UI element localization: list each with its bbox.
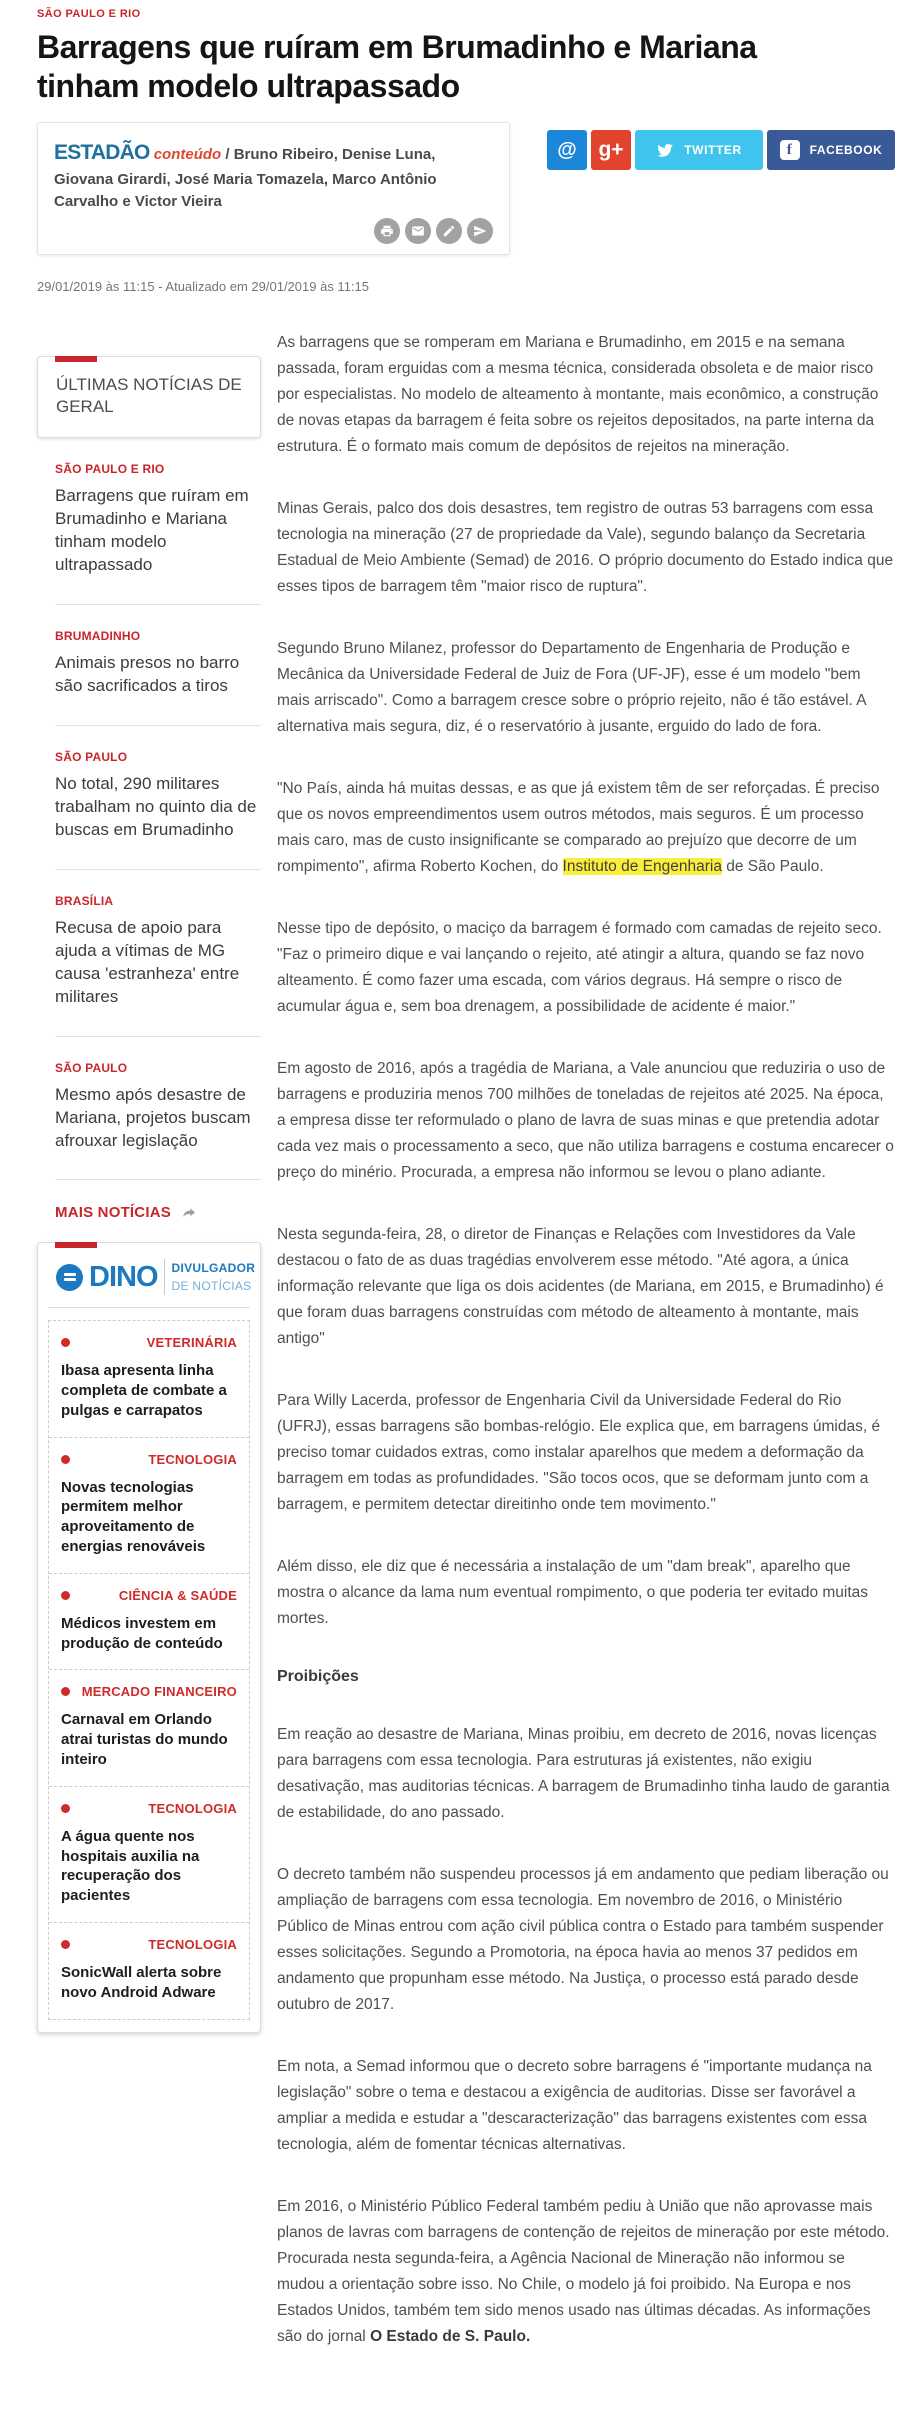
byline-box — [37, 122, 510, 255]
news-title-link[interactable]: Barragens que ruíram em Brumadinho e Mariana tinham modelo ultrapassado — [55, 486, 249, 575]
list-item — [49, 1787, 249, 1923]
send-button[interactable] — [467, 218, 493, 244]
list-item — [49, 1670, 249, 1786]
forward-arrow-icon — [179, 1205, 199, 1221]
list-item — [55, 1037, 261, 1181]
article-paragraph: Segundo Bruno Milanez, professor do Departamento de Engenharia de Produção e Mecânica da Universidade Federal de Juiz de Fora (UF-JF), esse é um modelo "bem mais arriscado". Como a barragem cresce sobre o próprio rejeito, não é tão estável. A alternativa mais segura, diz, é o reservatório à jusante, erguido do lado de fora. — [277, 639, 866, 735]
bullet-dot-icon — [61, 1591, 70, 1600]
list-item — [55, 870, 261, 1037]
bullet-dot-icon — [61, 1687, 70, 1696]
article-paragraph: Minas Gerais, palco dos dois desastres, tem registro de outras 53 barragens com essa tecnologia na mineração (27 de propriedade da Vale), segundo balanço da Secretaria Estadual de Meio Ambiente (Semad) de 2016. O próprio documento do Estado indica que esses tipos de barragem têm "maior risco de ruptura". — [277, 499, 894, 595]
bullet-dot-icon — [61, 1455, 70, 1464]
twitter-share-button[interactable] — [635, 130, 763, 170]
paragraph-text: Em 2016, o Ministério Público Federal também pediu à União que não aprovasse mais planos de lavras com barragens de contenção de rejeitos de mineração por este método. Procurada nesta segunda-feira, a Agência Nacional de Mineração não informou se mudou a orientação sobre isso. No Chile, o modelo já foi proibido. Na Europa e nos Estados Unidos, também tem sido menos usado nas últimas décadas. As informações são do jornal — [277, 2197, 890, 2345]
article-paragraph: Em reação ao desastre de Mariana, Minas proibiu, em decreto de 2016, novas licenças para barragens com essa tecnologia. Para estruturas já existentes, não exigiu desativação, mas auditorias técnicas. A barragem de Brumadinho tinha laudo de garantia de estabilidade, do ano passado. — [277, 1725, 890, 1821]
dino-logo-icon — [56, 1264, 83, 1291]
content-columns — [0, 330, 910, 2386]
facebook-icon: f — [780, 140, 800, 160]
list-item — [49, 1438, 249, 1574]
dino-title-link[interactable]: Médicos investem em produção de conteúdo — [61, 1614, 223, 1652]
meta-row — [0, 122, 910, 255]
bullet-dot-icon — [61, 1338, 70, 1347]
email-button[interactable] — [405, 218, 431, 244]
facebook-button-label: FACEBOOK — [809, 143, 883, 158]
dino-category: VETERINÁRIA — [146, 1335, 237, 1351]
article-paragraph: Nesta segunda-feira, 28, o diretor de Finanças e Relações com Investidores da Vale destacou o fato de as duas tragédias envolverem esse método. "Até agora, a única informação relevante que liga os dois acidentes (de Mariana, em 2015, e Brumadinho) é que foram duas barragens construídas com método de alteamento à montante, mais antigo" — [277, 1225, 884, 1347]
list-item — [49, 1923, 249, 2019]
more-news-link[interactable] — [55, 1204, 199, 1221]
list-item — [55, 726, 261, 870]
dino-tagline-line2: DE NOTÍCIAS — [171, 1279, 252, 1294]
google-plus-share-button[interactable] — [591, 130, 631, 170]
article-header — [0, 8, 910, 106]
article-paragraph: Nesse tipo de depósito, o maciço da barragem é formado com camadas de rejeito seco. "Faz o primeiro dique e vai lançando o rejeito, até atingir a altura, quando se faz novo alteamento. É como fazer uma escada, com vários degraus. Há sempre o risco de acumular água e, sem boa drenagem, a possibilidade de acidente é maior." — [277, 919, 882, 1015]
byline-separator: / — [225, 146, 230, 164]
dino-news-list — [48, 1320, 250, 2019]
publish-date: 29/01/2019 às 11:15 - Atualizado em 29/01/2019 às 11:15 — [37, 278, 369, 294]
article-paragraph: Em agosto de 2016, após a tragédia de Mariana, a Vale anunciou que reduziria o uso de barragens e produziria menos 700 milhões de toneladas de rejeitos até 2025. Na época, a empresa disse ter reformulado o plano de lavra de suas minas e que pretendia adotar cada vez mais o processamento a seco, que não utiliza barragens e costuma encarecer o preço do minério. Procurada, a empresa não informou se levou o plano adiante. — [277, 1059, 894, 1181]
article-paragraph: Além disso, ele diz que é necessária a instalação de um "dam break", aparelho que mostra o alcance da lama num eventual rompimento, o que poderia ter evitado muitas mortes. — [277, 1557, 869, 1627]
paragraph-text: de São Paulo. — [721, 857, 824, 875]
latest-news-box — [37, 356, 261, 439]
newspaper-name: O Estado de S. Paulo. — [370, 2327, 531, 2345]
estadao-logo: ESTADÃO — [54, 141, 150, 165]
edit-icon — [442, 224, 456, 238]
dino-widget — [37, 1242, 261, 2032]
section-kicker[interactable]: SÃO PAULO E RIO — [37, 8, 141, 20]
news-category: BRASÍLIA — [55, 893, 114, 908]
list-item — [49, 1574, 249, 1671]
byline-authors: Bruno Ribeiro, Denise Luna, Giovana Girardi, José Maria Tomazela, Marco Antônio Carvalho e Victor Vieira — [54, 146, 437, 211]
dino-category: TECNOLOGIA — [148, 1800, 237, 1816]
article-subheading: Proibições — [277, 1667, 359, 1685]
dino-category: MERCADO FINANCEIRO — [81, 1684, 237, 1700]
mail-icon — [411, 224, 425, 238]
list-item — [49, 1321, 249, 1437]
dino-title-link[interactable]: Novas tecnologias permitem melhor aproveitamento de energias renováveis — [61, 1478, 206, 1556]
sidebar — [37, 330, 261, 2386]
news-category: SÃO PAULO — [55, 750, 128, 765]
byline-text — [54, 137, 493, 214]
paragraph-text: "No País, ainda há muitas dessas, e as que já existem têm de ser reforçadas. É preciso que os novos empreendimentos usem outros métodos, mais seguros. É um processo mais caro, mas de custo insignificante se comparado ao prejuízo que decorre de um rompimento", afirma Roberto Kochen, do — [277, 779, 880, 875]
highlighted-entity-link[interactable]: Instituto de Engenharia — [562, 857, 722, 875]
article-paragraph: O decreto também não suspendeu processos já em andamento que pediam liberação ou ampliação de barragens com essa tecnologia. Em novembro de 2016, o Ministério Público de Minas entrou com ação civil pública contra o Estado para também suspender esses solicitações. Segundo a Promotoria, na época havia ao menos 37 pedidos em andamento que propunham esse método. Na Justiça, o processo está parado desde outubro de 2017. — [277, 1865, 889, 2013]
red-accent-bar — [55, 1242, 97, 1248]
latest-news-list — [37, 438, 261, 1180]
facebook-share-button[interactable] — [767, 130, 895, 170]
twitter-button-label: TWITTER — [684, 143, 742, 158]
bullet-dot-icon — [61, 1940, 70, 1949]
dino-title-link[interactable]: A água quente nos hospitais auxilia na recuperação dos pacientes — [61, 1827, 200, 1905]
article-paragraph — [277, 2194, 895, 2350]
dino-tagline — [164, 1259, 256, 1295]
google-plus-icon: g+ — [598, 138, 624, 162]
print-icon — [380, 224, 394, 238]
article-paragraph — [277, 776, 895, 880]
list-item — [55, 438, 261, 605]
news-title-link[interactable]: Animais presos no barro são sacrificados a tiros — [55, 653, 240, 696]
dino-title-link[interactable]: Carnaval em Orlando atrai turistas do mundo inteiro — [61, 1711, 228, 1769]
print-button[interactable] — [374, 218, 400, 244]
news-title-link[interactable]: No total, 290 militares trabalham no quinto dia de buscas em Brumadinho — [55, 774, 257, 839]
latest-news-title: ÚLTIMAS NOTÍCIAS DE GERAL — [56, 374, 242, 416]
dino-header — [48, 1259, 256, 1308]
article-paragraph: As barragens que se romperam em Mariana e Brumadinho, em 2015 e na semana passada, foram erguidas com a mesma técnica, considerada obsoleta e de maior risco por especialistas. No modelo de alteamento à montante, mais econômico, a construção de novas etapas da barragem é feita sobre os rejeitos depositados, na parte interna da estrutura. É o formato mais comum de depósitos de rejeitos na mineração. — [277, 333, 879, 455]
dino-category: TECNOLOGIA — [148, 1451, 237, 1467]
page-title: Barragens que ruíram em Brumadinho e Mariana tinham modelo ultrapassado — [37, 29, 757, 105]
article-body — [277, 330, 895, 2386]
twitter-icon — [656, 141, 674, 159]
news-title-link[interactable]: Mesmo após desastre de Mariana, projetos buscam afrouxar legislação — [55, 1084, 251, 1150]
send-icon — [473, 224, 487, 238]
estadao-conteudo-label: conteúdo — [153, 146, 222, 164]
dino-tagline-line1: DIVULGADOR — [171, 1261, 256, 1276]
bullet-dot-icon — [61, 1804, 70, 1813]
share-icons-row — [54, 218, 493, 244]
news-category: SÃO PAULO E RIO — [55, 462, 165, 477]
news-category: BRUMADINHO — [55, 629, 141, 644]
dino-category: CIÊNCIA & SAÚDE — [118, 1587, 237, 1603]
article-paragraph: Para Willy Lacerda, professor de Engenharia Civil da Universidade Federal do Rio (UFRJ), essas barragens são bombas-relógio. Ele explica que, em barragens úmidas, é preciso tomar cuidados extras, como instalar aparelhos que medem a deformação da barragem em todas as profundidades. "São tocos ocos, que se deformam junto com a barragem, e permitem detectar direitinho onde tem movimento." — [277, 1391, 881, 1513]
article-paragraph: Em nota, a Semad informou que o decreto sobre barragens é "importante mudança na legislação" sobre o tema e destacou a exigência de auditorias. Disse ser favorável a ampliar a medida e estudar a "descaracterização" das barragens existentes com essa tecnologia, além de fomentar técnicas alternativas. — [277, 2057, 872, 2153]
email-share-button[interactable] — [547, 130, 587, 170]
dino-title-link[interactable]: SonicWall alerta sobre novo Android Adware — [61, 1964, 222, 2001]
news-title-link[interactable]: Recusa de apoio para ajuda a vítimas de MG causa 'estranheza' entre militares — [55, 917, 240, 1006]
dino-category: TECNOLOGIA — [148, 1937, 237, 1952]
more-news-label: MAIS NOTÍCIAS — [55, 1204, 171, 1222]
at-icon: @ — [557, 138, 577, 161]
news-category: SÃO PAULO — [55, 1060, 128, 1075]
social-buttons — [547, 130, 895, 170]
dino-logo-text: DINO — [89, 1260, 158, 1293]
red-accent-bar — [55, 356, 97, 362]
list-item — [55, 605, 261, 726]
dino-title-link[interactable]: Ibasa apresenta linha completa de combate a pulgas e carrapatos — [61, 1362, 227, 1419]
edit-button[interactable] — [436, 218, 462, 244]
